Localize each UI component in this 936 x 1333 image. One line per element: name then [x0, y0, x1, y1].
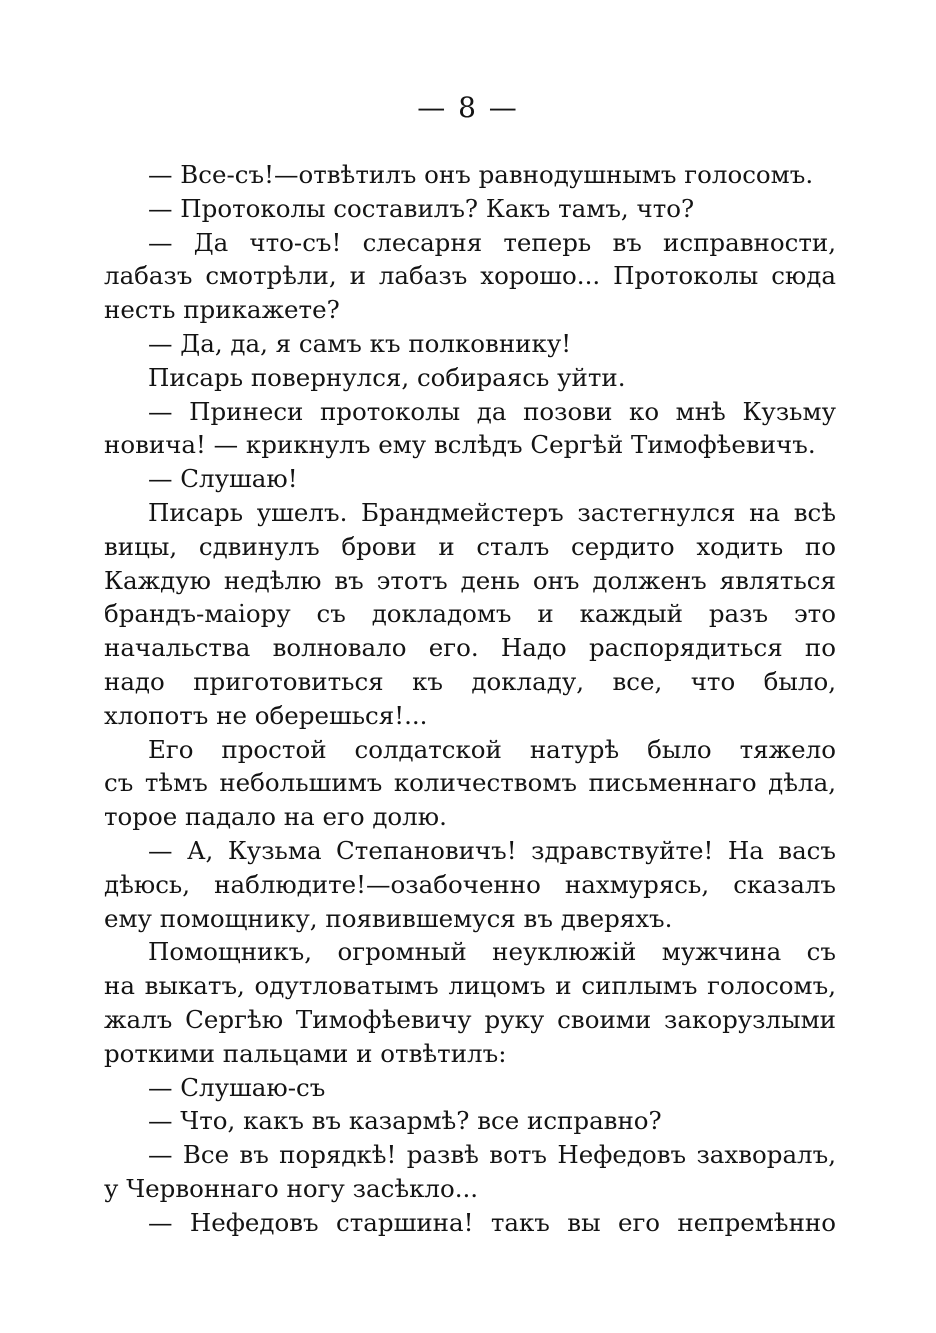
text-line: надо приготовиться къ докладу, все, что было,	[104, 666, 836, 696]
text-line: торое падало на его долю.	[104, 802, 447, 832]
text-line: — А, Кузьма Степановичъ! здравствуйте! На васъ	[148, 835, 836, 865]
text-line: Писарь ушелъ. Брандмейстеръ застегнулся на всѣ	[148, 497, 836, 527]
text-line: — Слушаю-съ	[148, 1072, 326, 1102]
text-line: — Все въ порядкѣ! развѣ вотъ Нефедовъ захворалъ,	[148, 1140, 836, 1170]
text-line: — Что, какъ въ казармѣ? все исправно?	[148, 1106, 662, 1136]
text-line: Каждую недѣлю въ этотъ день онъ долженъ являться	[104, 565, 836, 595]
text-line: Писарь повернулся, собираясь уйти.	[148, 362, 626, 392]
text-line: брандъ-маіору съ докладомъ и каждый разъ это	[104, 599, 836, 629]
text-line: лабазъ смотрѣли, и лабазъ хорошо... Протоколы сюда	[104, 261, 836, 291]
text-line: вицы, сдвинулъ брови и сталъ сердито ходить по	[104, 531, 836, 561]
text-line: — Да что-съ! слесарня теперь въ исправности,	[148, 227, 836, 257]
text-line: — Принеси протоколы да позови ко мнѣ Кузьму	[148, 396, 836, 426]
text-line: Его простой солдатской натурѣ было тяжело	[148, 734, 836, 764]
text-line: у Червоннаго ногу засѣкло...	[104, 1173, 479, 1203]
page-number: — 8 —	[417, 91, 519, 124]
text-line: начальства волновало его. Надо распорядиться по	[104, 633, 836, 663]
text-line: дѣюсь, наблюдите!—озабоченно нахмурясь, сказалъ	[104, 869, 836, 899]
text-line: несть прикажете?	[104, 295, 340, 325]
text-line: — Слушаю!	[148, 464, 298, 494]
text-line: новича! — крикнулъ ему вслѣдъ Сергѣй Тимофѣевичъ.	[104, 430, 816, 460]
text-line: на выкатъ, одутловатымъ лицомъ и сиплымъ голосомъ,	[104, 971, 836, 1001]
text-line: — Протоколы составилъ? Какъ тамъ, что?	[148, 193, 695, 223]
text-line: съ тѣмъ небольшимъ количествомъ письменнаго дѣла,	[104, 768, 836, 798]
text-line: — Все-съ!—отвѣтилъ онъ равнодушнымъ голосомъ.	[148, 160, 814, 189]
text-line: — Да, да, я самъ къ полковнику!	[148, 328, 572, 358]
text-line: — Нефедовъ старшина! такъ вы его непремѣнно	[148, 1207, 836, 1237]
text-line: ему помощнику, появившемуся въ дверяхъ.	[104, 903, 673, 933]
text-line: Помощникъ, огромный неуклюжій мужчина съ	[148, 937, 836, 967]
text-line: жалъ Сергѣю Тимофѣевичу руку своими закорузлыми	[104, 1004, 836, 1034]
body-text	[104, 158, 836, 1240]
text-line: хлопотъ не оберешься!...	[104, 700, 428, 730]
text-line: роткими пальцами и отвѣтилъ:	[104, 1038, 507, 1068]
